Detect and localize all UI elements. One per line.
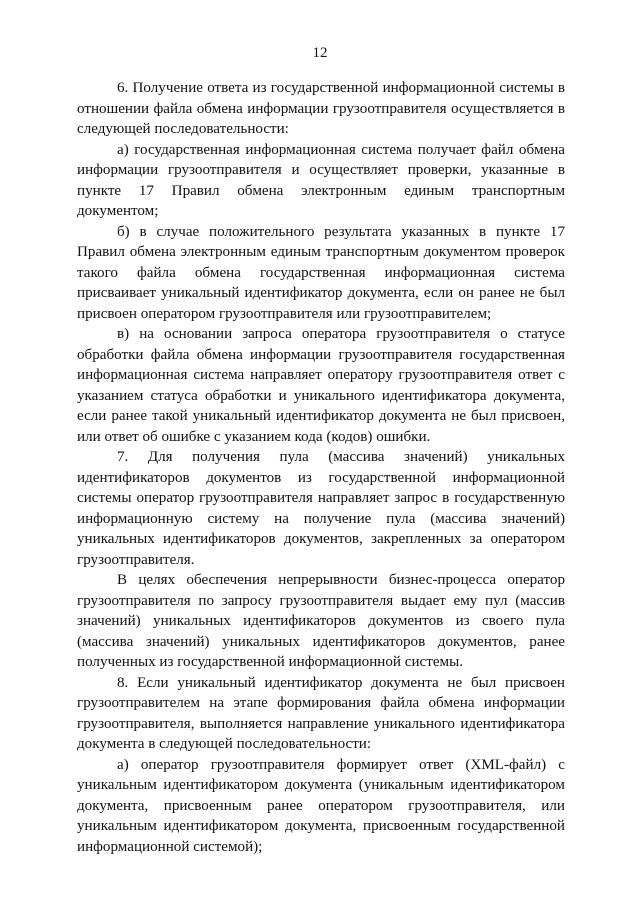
paragraph-6-item-v: в) на основании запроса оператора грузоотправителя о статусе обработки файла обмена информации грузоотправителя государственная информационная система направляет оператору грузоотправителя ответ с указанием статуса обработки и уникального идентификатора документа, если ранее такой уникальный идентификатор документа не был присвоен, или ответ об ошибке с указанием кода (кодов) ошибки. bbox=[77, 326, 565, 445]
paragraph-7-continuation: В целях обеспечения непрерывности бизнес-процесса оператор грузоотправителя по запросу грузоотправителя выдает ему пул (массив значений) уникальных идентификаторов документов из своего пула (массива значений) уникальных идентификаторов документов, ранее полученных из государственной информационной системы. bbox=[77, 572, 565, 670]
paragraph-8-item-a: а) оператор грузоотправителя формирует ответ (XML-файл) с уникальным идентификатором документа (уникальным идентификатором документа, присвоенным ранее оператором грузоотправителя, или уникальным идентификатором документа, присвоенным государственной информационной системой); bbox=[77, 756, 565, 855]
paragraph-6-intro: 6. Получение ответа из государственной информационной системы в отношении файла обмена информации грузоотправителя осуществляется в следующей последовательности: bbox=[77, 80, 565, 137]
paragraph-7: 7. Для получения пула (массива значений) уникальных идентификаторов документов из государственной информационной системы оператор грузоотправителя направляет запрос в государственную информационную систему на получение пула (массива значений) уникальных идентификаторов документов, закрепленных за оператором грузоотправителя. bbox=[77, 449, 565, 568]
paragraph-6-item-b: б) в случае положительного результата указанных в пункте 17 Правил обмена электронным единым транспортным документом проверок такого файла обмена государственная информационная система присваивает уникальный идентификатор документа, если он ранее не был присвоен оператором грузоотправителя или грузоотправителем; bbox=[77, 223, 565, 322]
paragraph-6-item-a: а) государственная информационная система получает файл обмена информации грузоотправителя и осуществляет проверки, указанные в пункте 17 Правил обмена электронным единым транспортным документом; bbox=[77, 141, 565, 219]
page-number: 12 bbox=[312, 45, 328, 61]
document-body bbox=[77, 78, 565, 857]
paragraph-8-intro: 8. Если уникальный идентификатор документа не был присвоен грузоотправителем на этапе формирования файла обмена информации грузоотправителя, выполняется направление уникального идентификатора документа в следующей последовательности: bbox=[77, 674, 565, 752]
